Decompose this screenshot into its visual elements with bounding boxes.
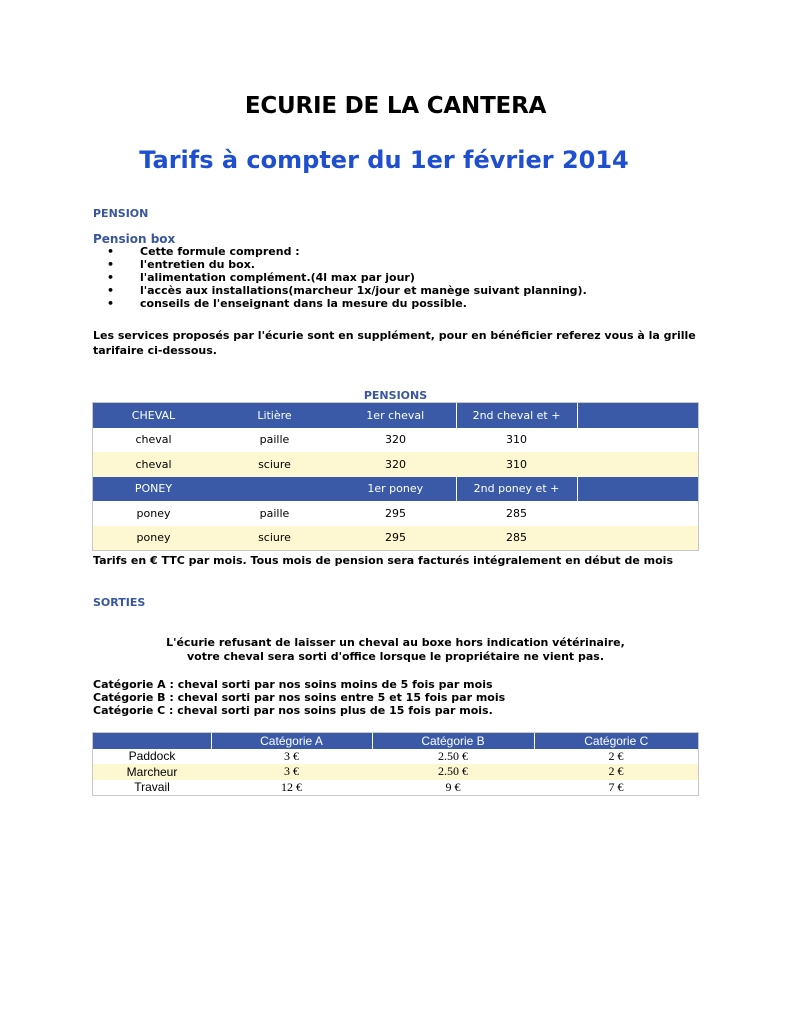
bullet-item: • conseils de l'enseignant dans la mesure du possible.	[93, 297, 587, 310]
category-line: Catégorie C : cheval sorti par nos soins plus de 15 fois par mois.	[93, 704, 493, 717]
bullet-item: • l'entretien du box.	[93, 258, 587, 271]
sorties-notice	[0, 636, 791, 664]
table-row	[93, 428, 698, 453]
bullet-item: • l'alimentation complément.(4l max par jour)	[93, 271, 587, 284]
category-line: Catégorie B : cheval sorti par nos soins entre 5 et 15 fois par mois	[93, 691, 506, 704]
table-cell: 285	[456, 526, 577, 551]
table-cell: 7 €	[534, 780, 698, 796]
header-cell	[93, 733, 211, 749]
header-cell: CHEVAL	[93, 403, 214, 428]
table-cell: 285	[456, 501, 577, 526]
document-title: ECURIE DE LA CANTERA	[244, 93, 547, 119]
table-row	[93, 749, 698, 765]
header-cell: 1er poney	[335, 477, 456, 502]
table-cell: paille	[214, 501, 335, 526]
table-cell: 3 €	[211, 764, 372, 780]
pension-bullet-list	[93, 245, 587, 310]
sorties-notice-line: votre cheval sera sorti d'office lorsque le propriétaire ne vient pas.	[186, 650, 605, 663]
table-cell: 2 €	[534, 749, 698, 765]
table-cell: cheval	[93, 452, 214, 477]
header-cell: Catégorie A	[211, 733, 372, 749]
table-row	[93, 780, 698, 796]
table-cell: 9 €	[372, 780, 534, 796]
table-cell	[577, 526, 698, 551]
header-cell: PONEY	[93, 477, 214, 502]
table-cell: paille	[214, 428, 335, 453]
table-cell: 2.50 €	[372, 749, 534, 765]
table-header-row	[93, 477, 698, 502]
table-cell: sciure	[214, 526, 335, 551]
table-cell: 295	[335, 501, 456, 526]
section-sorties-heading: SORTIES	[93, 596, 146, 609]
table-cell: 310	[456, 428, 577, 453]
header-cell	[214, 477, 335, 502]
services-paragraph: Les services proposés par l'écurie sont en supplément, pour en bénéficier referez vous à la grille tarifaire ci-dessous.	[93, 329, 696, 357]
pensions-table	[93, 403, 698, 550]
section-pension-heading: PENSION	[93, 207, 149, 220]
table-cell: 295	[335, 526, 456, 551]
table-cell: 3 €	[211, 749, 372, 765]
table-cell: 320	[335, 452, 456, 477]
table-row	[93, 452, 698, 477]
bullet-item: • Cette formule comprend :	[93, 245, 587, 258]
table-row	[93, 764, 698, 780]
header-cell: Catégorie C	[534, 733, 698, 749]
pension-box-heading: Pension box	[93, 232, 176, 246]
table-cell: Marcheur	[93, 764, 211, 780]
table-cell	[577, 428, 698, 453]
category-line: Catégorie A : cheval sorti par nos soins moins de 5 fois par mois	[93, 678, 493, 691]
table-cell: cheval	[93, 428, 214, 453]
table-row	[93, 501, 698, 526]
sorties-notice-line: L'écurie refusant de laisser un cheval au boxe hors indication vétérinaire,	[166, 636, 625, 649]
table-cell	[577, 501, 698, 526]
header-cell	[577, 477, 698, 502]
header-cell: 2nd cheval et +	[456, 403, 577, 428]
document-subtitle: Tarifs à compter du 1er février 2014	[139, 146, 629, 174]
pensions-table-title: PENSIONS	[363, 389, 428, 402]
header-cell	[577, 403, 698, 428]
pension-tariff-note: Tarifs en € TTC par mois. Tous mois de pension sera facturés intégralement en début de mois	[93, 554, 673, 567]
table-cell: 12 €	[211, 780, 372, 796]
table-cell: sciure	[214, 452, 335, 477]
header-cell: 1er cheval	[335, 403, 456, 428]
table-cell: Travail	[93, 780, 211, 796]
sorties-table	[93, 733, 698, 795]
table-cell: 320	[335, 428, 456, 453]
bullet-item: • l'accès aux installations(marcheur 1x/jour et manège suivant planning).	[93, 284, 587, 297]
table-cell: poney	[93, 501, 214, 526]
sorties-category-list	[93, 678, 505, 717]
header-cell: Litière	[214, 403, 335, 428]
table-row	[93, 526, 698, 551]
table-cell	[577, 452, 698, 477]
table-header-row	[93, 733, 698, 749]
table-cell: 2.50 €	[372, 764, 534, 780]
table-cell: Paddock	[93, 749, 211, 765]
header-cell: 2nd poney et +	[456, 477, 577, 502]
table-header-row	[93, 403, 698, 428]
table-cell: poney	[93, 526, 214, 551]
header-cell: Catégorie B	[372, 733, 534, 749]
table-cell: 310	[456, 452, 577, 477]
table-cell: 2 €	[534, 764, 698, 780]
